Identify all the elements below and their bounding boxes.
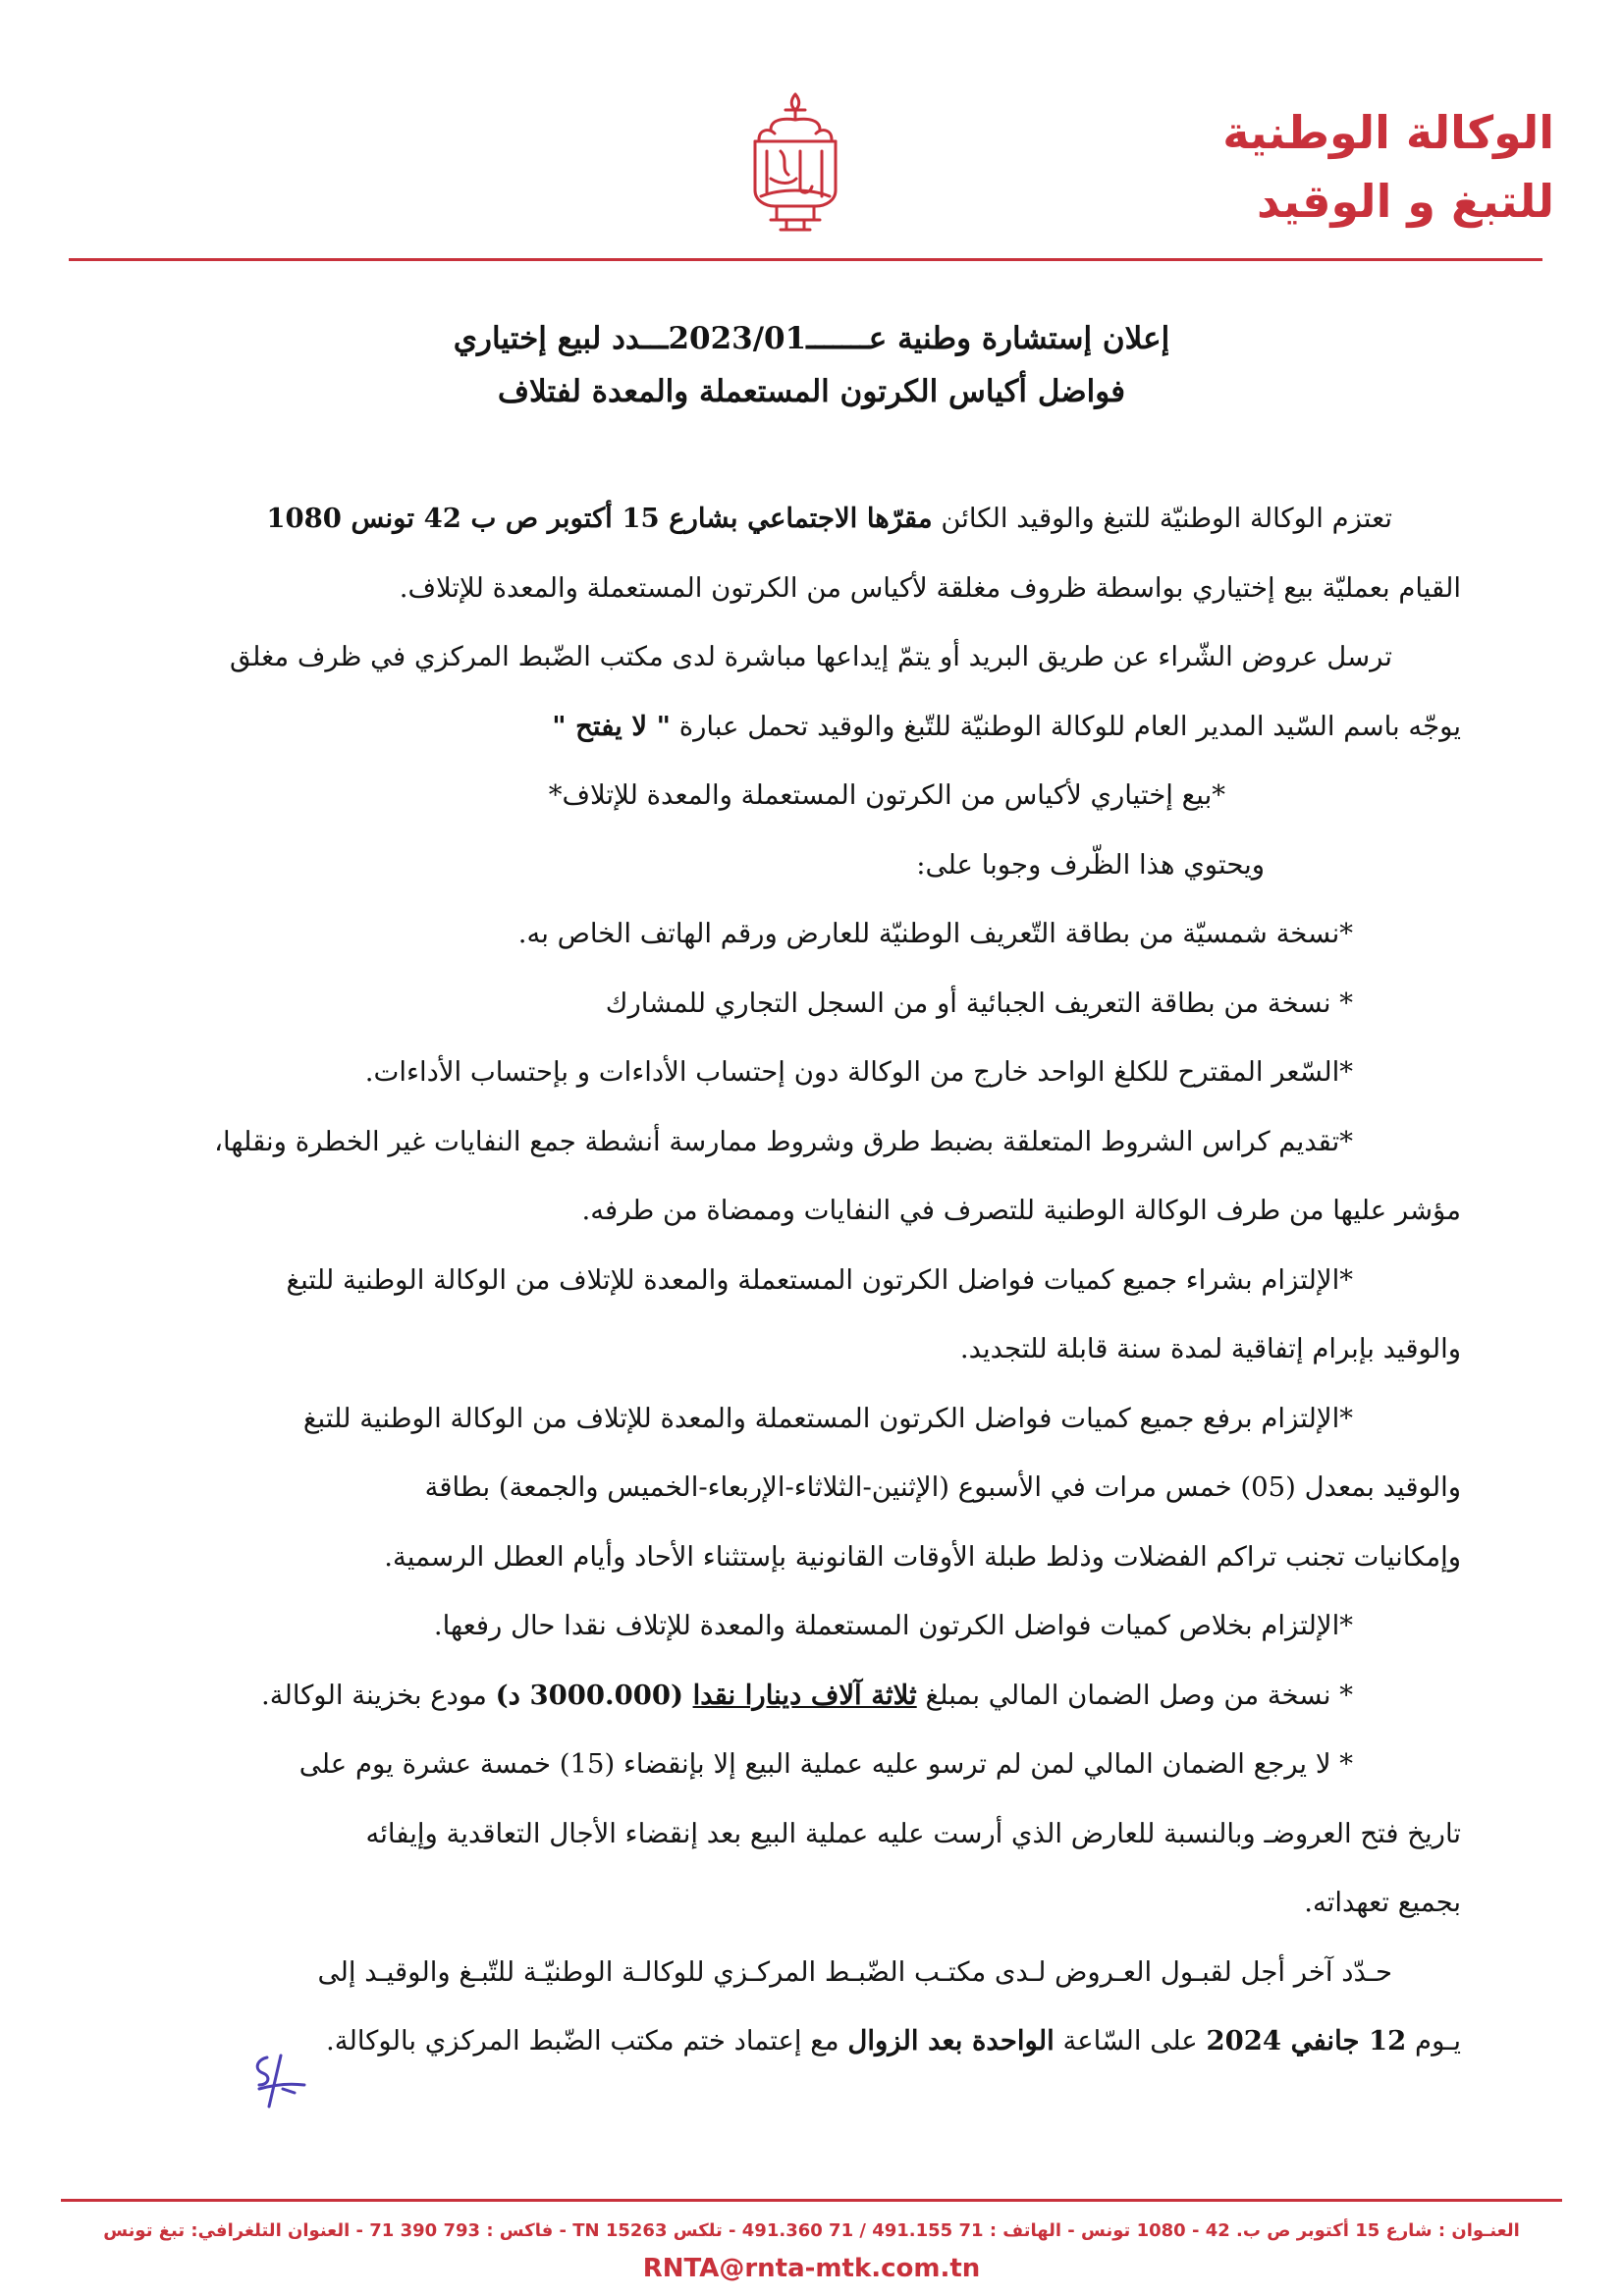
paragraph-submission-line1: ترسل عروض الشّراء عن طريق البريد أو يتمّ إيداعها مباشرة لدى مكتب الضّبط المركزي في ظرف مغلق	[230, 641, 1392, 672]
intro-text: تعتزم الوكالة الوطنيّة للتبغ والوقيد الكائن	[932, 503, 1392, 534]
paragraph-intro-line1	[201, 484, 1461, 554]
requirement-item-9-line3: بجميع تعهداته.	[1304, 1887, 1461, 1918]
header-divider	[69, 258, 1542, 261]
handwritten-signature-icon	[240, 2050, 310, 2110]
deadline-line1: حـدّد آخر أجل لقبـول العـروض لـدى مكتـب الضّبـط المركـزي للوكالـة الوطنيّـة للتّبـغ والوقيـد إلى	[317, 1955, 1392, 1988]
organization-name-line2: للتبغ و الوقيد	[1257, 175, 1554, 228]
paragraph-submission-line2	[201, 692, 1461, 762]
requirement-item-9-line1: * لا يرجع الضمان المالي لمن لم ترسو عليه عملية البيع إلا بإنقضاء (15) خمسة عشرة يوم على	[298, 1748, 1353, 1780]
requirement-item-9-line2: تاريخ فتح العروضـ وبالنسبة للعارض الذي أرست عليه عملية البيع بعد إنقضاء الأجال التعاقدية وإيفائه	[365, 1817, 1461, 1849]
announcement-title	[196, 312, 1427, 418]
requirement-item-8	[201, 1661, 1461, 1731]
announcement-body	[201, 484, 1461, 2076]
deadline-stamp-text: مع إعتماد ختم مكتب الضّبط المركزي بالوكالة.	[326, 2025, 848, 2056]
envelope-contents-intro: ويحتوي هذا الظّرف وجوبا على:	[916, 848, 1265, 881]
requirement-item-2: * نسخة من بطاقة التعريف الجبائية أو من السجل التجاري للمشارك	[605, 987, 1353, 1019]
footer-email-link[interactable]: RNTA@rnta-mtk.com.tn	[642, 2254, 981, 2283]
requirement-item-5-line2: والوقيد بإبرام إتفاقية لمدة سنة قابلة للتجديد.	[959, 1333, 1461, 1364]
deadline-time-label: على السّاعة	[1054, 2025, 1207, 2056]
do-not-open-label: " لا يفتح "	[552, 710, 671, 742]
requirement-item-6-line1: *الإلتزام برفع جميع كميات فواضل الكرتون المستعملة والمعدة للإتلاف من الوكالة الوطنية للتبغ	[302, 1402, 1353, 1434]
guarantee-amount-number: (3000.000 د)	[495, 1679, 693, 1711]
requirement-item-4-line1: *تقديم كراس الشروط المتعلقة بضبط طرق وشروط ممارسة أنشطة جمع النفايات غير الخطرة ونقلها،	[214, 1125, 1353, 1157]
envelope-subject: *بيع إختياري لأكياس من الكرتون المستعملة والمعدة للإتلاف*	[548, 779, 1225, 811]
requirement-item-3: *السّعر المقترح للكلغ الواحد خارج من الوكالة دون إحتساب الأداءات و بإحتساب الأداءات.	[364, 1056, 1353, 1088]
requirement-item-6-line2: والوقيد بمعدل (05) خمس مرات في الأسبوع (الإثنين-الثلاثاء-الإربعاء-الخميس والجمعة) بطاقة	[424, 1471, 1461, 1503]
deadline-date: 12 جانفي 2024	[1206, 2025, 1407, 2056]
organization-name-line1: الوكالة الوطنية	[1222, 106, 1554, 159]
footer-divider	[61, 2199, 1562, 2202]
requirement-item-5-line1: *الإلتزام بشراء جميع كميات فواضل الكرتون المستعملة والمعدة للإتلاف من الوكالة الوطنية للتبغ	[286, 1263, 1353, 1296]
requirement-item-6-line3: وإمكانيات تجنب تراكم الفضلات وذلط طبلة الأوقات القانونية بإستثناء الأحاد وأيام العطل الرسمية.	[384, 1540, 1461, 1573]
guarantee-deposit-text: مودع بخزينة الوكالة.	[260, 1679, 496, 1711]
requirement-item-4-line2: مؤشر عليها من طرف الوكالة الوطنية للتصرف في النفايات وممضاة من طرفه.	[581, 1195, 1461, 1226]
requirement-item-7: *الإلتزام بخلاص كميات فواضل الكرتون المستعملة والمعدة للإتلاف نقدا حال رفعها.	[433, 1610, 1353, 1641]
title-line2: فواضل أكياس الكرتون المستعملة والمعدة لفتلاف	[497, 374, 1126, 409]
guarantee-amount-words: ثلاثة آلاف دينارا نقدا	[692, 1679, 917, 1711]
deadline-line2	[201, 2006, 1461, 2076]
guarantee-text: * نسخة من وصل الضمان المالي بمبلغ	[916, 1679, 1353, 1711]
paragraph-intro-line2: القيام بعمليّة بيع إختياري بواسطة ظروف مغلقة لأكياس من الكرتون المستعملة والمعدة للإتلاف.	[399, 571, 1461, 604]
requirement-item-1: *نسخة شمسيّة من بطاقة التّعريف الوطنيّة للعارض ورقم الهاتف الخاص به.	[517, 918, 1353, 949]
submission-text: يوجّه باسم السّيد المدير العام للوكالة الوطنيّة للتّبغ والوقيد تحمل عبارة	[670, 710, 1461, 742]
organization-name	[1142, 98, 1554, 236]
agency-logo-icon	[741, 90, 849, 238]
footer-address: العنـوان : شارع 15 أكتوبر ص ب. 42 - 1080 تونس - الهاتف : 71 491.155 / 71 491.360 - تلكس TN 15263 - فاكس : 793 390 71 - العنوان التلغرافي: تبغ تونس	[103, 2220, 1520, 2241]
headquarters-address: مقرّها الاجتماعي بشارع 15 أكتوبر ص ب 42 تونس 1080	[266, 503, 933, 534]
deadline-day-label: يـوم	[1406, 2025, 1461, 2056]
title-line1: إعلان إستشارة وطنية عـــــــ2023/01ـــدد لبيع إختياري	[453, 321, 1170, 356]
deadline-time: الواحدة بعد الزوال	[847, 2025, 1055, 2056]
